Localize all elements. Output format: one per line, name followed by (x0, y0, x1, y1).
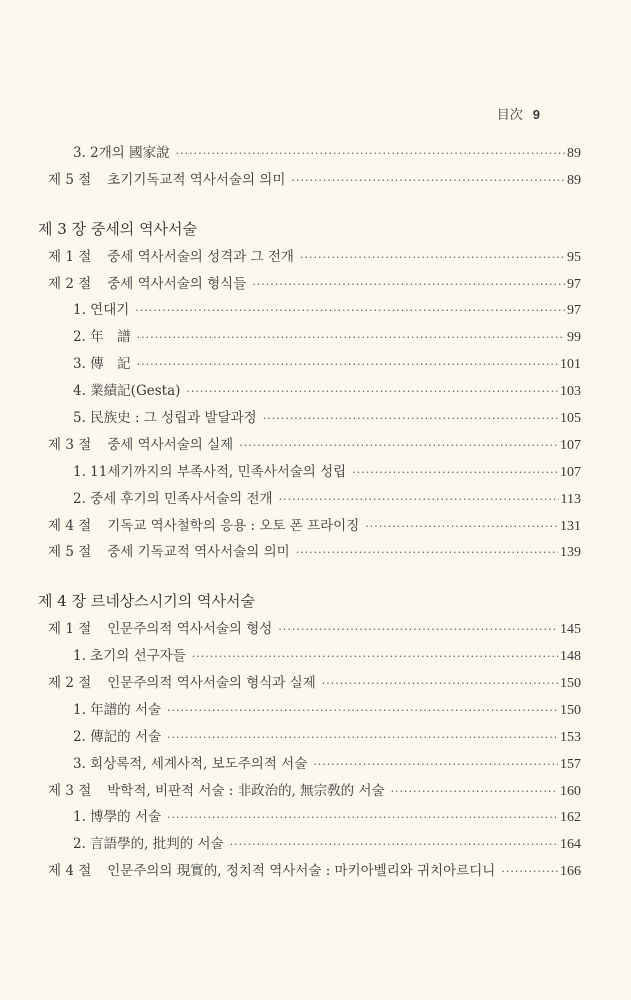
toc-item (38, 460, 581, 487)
dot-leader (135, 304, 565, 317)
table-of-contents (38, 141, 581, 886)
dot-leader (252, 278, 565, 291)
toc-section (38, 245, 581, 272)
dot-leader (176, 147, 565, 160)
section-label: 제 5 절 (48, 544, 92, 561)
entry-page-number: 107 (560, 464, 581, 480)
dot-leader (391, 785, 558, 798)
entry-page-number: 97 (567, 303, 581, 319)
toc-item (38, 487, 581, 514)
toc-item (38, 832, 581, 859)
dot-leader (186, 385, 558, 398)
entry-title: 1. 초기의 선구자들 (73, 648, 186, 665)
section-label: 제 2 절 (48, 675, 92, 692)
entry-title: 인문주의적 역사서술의 형성 (107, 621, 273, 638)
toc-item (38, 725, 581, 752)
entry-page-number: 162 (560, 810, 581, 826)
toc-item (38, 752, 581, 779)
toc-item (38, 805, 581, 832)
dot-leader (167, 704, 558, 717)
section-label: 제 2 절 (48, 275, 92, 292)
dot-leader (167, 731, 558, 744)
entry-title: 3. 회상록적, 세계사적, 보도주의적 서술 (73, 755, 308, 772)
entry-page-number: 89 (567, 146, 581, 161)
entry-title: 2. 중세 후기의 민족사서술의 전개 (73, 490, 273, 507)
entry-title: 2. 傳記的 서술 (73, 728, 162, 745)
entry-title: 4. 業績記(Gesta) (73, 383, 181, 400)
toc-item (38, 379, 581, 406)
dot-leader (278, 623, 558, 636)
entry-title: 3. 2개의 國家說 (73, 145, 170, 161)
section-label: 제 4 절 (48, 517, 92, 534)
entry-title: 중세 역사서술의 형식들 (107, 275, 247, 292)
entry-page-number: 99 (567, 330, 581, 346)
toc-chapter (38, 218, 581, 245)
entry-page-number: 105 (560, 411, 581, 427)
toc-section (38, 671, 581, 698)
entry-title: 5. 民族史 : 그 성립과 발달과정 (73, 410, 257, 427)
entry-title: 박학적, 비판적 서술 : 非政治的, 無宗敎的 서술 (107, 782, 385, 799)
dot-leader (365, 520, 558, 533)
toc-section (38, 617, 581, 644)
section-label: 제 4 절 (48, 863, 92, 880)
toc-section (38, 540, 581, 567)
entry-title: 2. 年 譜 (73, 329, 131, 346)
entry-title: 기독교 역사철학의 응용 : 오토 폰 프라이징 (107, 517, 360, 534)
toc-section (38, 779, 581, 806)
entry-title: 3. 傳 記 (73, 356, 131, 373)
dot-leader (296, 546, 558, 559)
dot-leader (167, 811, 558, 824)
chapter-title: 제 4 장 르네상스시기의 역사서술 (38, 592, 255, 611)
toc-section (38, 272, 581, 299)
dot-leader (300, 251, 565, 264)
entry-page-number: 103 (560, 384, 581, 400)
dot-leader (192, 650, 558, 663)
section-label: 제 3 절 (48, 782, 92, 799)
toc-section (38, 514, 581, 541)
entry-page-number: 95 (567, 249, 581, 265)
entry-title: 인문주의적 역사서술의 형식과 실제 (107, 675, 316, 692)
entry-title: 중세 역사서술의 실제 (107, 436, 234, 453)
toc-section (38, 433, 581, 460)
toc-item (38, 325, 581, 352)
entry-page-number: 157 (560, 756, 581, 772)
dot-leader (291, 174, 565, 187)
toc-section (38, 859, 581, 886)
entry-title: 1. 年譜的 서술 (73, 701, 162, 718)
page-number: 9 (532, 107, 540, 122)
entry-page-number: 150 (560, 702, 581, 718)
dot-leader (279, 493, 559, 506)
toc-item (38, 644, 581, 671)
dot-leader (230, 838, 558, 851)
dot-leader (313, 758, 558, 771)
entry-page-number: 153 (560, 729, 581, 745)
entry-page-number: 107 (560, 437, 581, 453)
toc-chapter (38, 590, 581, 617)
dot-leader (352, 466, 558, 479)
entry-title: 1. 博學的 서술 (73, 809, 162, 826)
dot-leader (239, 439, 558, 452)
toc-item (38, 352, 581, 379)
section-label: 제 1 절 (48, 621, 92, 638)
toc-item (38, 298, 581, 325)
entry-title: 인문주의의 現實的, 정치적 역사서술 : 마키아벨리와 귀치아르디니 (107, 863, 496, 880)
entry-title: 중세 기독교적 역사서술의 의미 (107, 544, 290, 561)
section-label: 제 3 절 (48, 436, 92, 453)
entry-title: 초기기독교적 역사서술의 의미 (107, 171, 286, 188)
chapter-title: 제 3 장 중세의 역사서술 (38, 219, 198, 238)
entry-page-number: 101 (560, 357, 581, 373)
running-header (497, 104, 540, 123)
entry-title: 1. 연대기 (73, 302, 130, 319)
entry-page-number: 113 (560, 491, 581, 507)
entry-page-number: 160 (560, 783, 581, 799)
entry-page-number: 89 (567, 172, 581, 188)
entry-title: 2. 言語學的, 批判的 서술 (73, 836, 224, 853)
section-label: 제 1 절 (48, 248, 92, 265)
entry-page-number: 166 (560, 864, 581, 880)
dot-leader (137, 331, 565, 344)
dot-leader (137, 358, 558, 371)
entry-page-number: 150 (560, 676, 581, 692)
toc-item (38, 698, 581, 725)
toc-item (38, 406, 581, 433)
dot-leader (501, 865, 558, 878)
entry-title: 중세 역사서술의 성격과 그 전개 (107, 248, 294, 265)
entry-page-number: 139 (560, 545, 581, 561)
running-header-title: 目次 (496, 108, 523, 123)
entry-title: 1. 11세기까지의 부족사적, 민족사서술의 성립 (73, 463, 347, 480)
entry-page-number: 145 (560, 622, 581, 638)
dot-leader (263, 412, 558, 425)
entry-page-number: 97 (567, 276, 581, 292)
toc-section (38, 168, 581, 195)
toc-item (38, 141, 581, 168)
section-label: 제 5 절 (48, 171, 92, 188)
entry-page-number: 164 (560, 837, 581, 853)
entry-page-number: 148 (560, 649, 581, 665)
entry-page-number: 131 (560, 518, 581, 534)
dot-leader (322, 677, 558, 690)
